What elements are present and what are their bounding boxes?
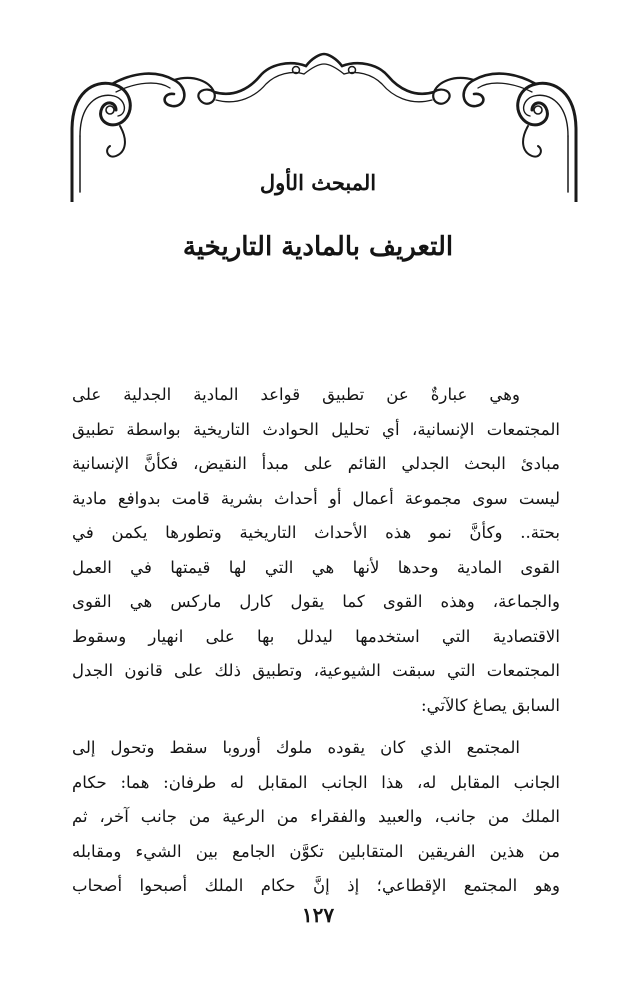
text-line: الملك من جانب، والعبيد والفقراء من الرعية من جانب آخر، ثم	[72, 807, 560, 826]
text-line: المجتمعات الإنسانية، أي تحليل الحوادث التاريخية بواسطة تطبيق	[72, 419, 560, 439]
page-number: ١٢٧	[301, 903, 335, 927]
text-line: الاقتصادية التي استخدمها ليدلل بها على انهيار وسقوط	[72, 626, 560, 646]
paragraph-2	[72, 731, 560, 904]
text-line: المجتمع الذي كان يقوده ملوك أوروبا سقط وتحول إلى	[72, 738, 520, 757]
text-line: وهي عبارةٌ عن تطبيق قواعد المادية الجدلية على	[72, 385, 520, 404]
text-line: القوى المادية وحدها لأنها هي التي لها قيمتها في العمل	[72, 557, 560, 577]
text-line: مبادئ البحث الجدلي القائم على مبدأ النقيض، فكأنَّ الإنسانية	[72, 454, 560, 473]
paragraph-1	[72, 378, 560, 723]
text-line: من هذين الفريقين المتقابلين تكوَّن الجامع بين الشيء ومقابله	[72, 841, 560, 861]
text-line: المجتمعات التي سبقت الشيوعية، وتطبيق ذلك على قانون الجدل	[72, 661, 560, 680]
text-line: ليست سوى مجموعة أعمال أو أحداث بشرية قامت بدوافع مادية	[72, 488, 560, 508]
text-line: والجماعة، وهذه القوى كما يقول كارل ماركس هي القوى	[72, 592, 560, 611]
text-line: السابق يصاغ كالآتي:	[421, 695, 560, 715]
text-line: بحتة.. وكأنَّ نمو هذه الأحداث التاريخية وتطورها يكمن في	[72, 523, 560, 542]
chapter-title: التعريف بالمادية التاريخية	[182, 232, 454, 262]
text-line: الجانب المقابل له، هذا الجانب المقابل له طرفان: هما: حكام	[72, 772, 560, 792]
text-line: وهو المجتمع الإقطاعي؛ إذ إنَّ حكام الملك أصبحوا أصحاب	[72, 876, 560, 895]
section-label: المبحث الأول	[259, 170, 377, 195]
